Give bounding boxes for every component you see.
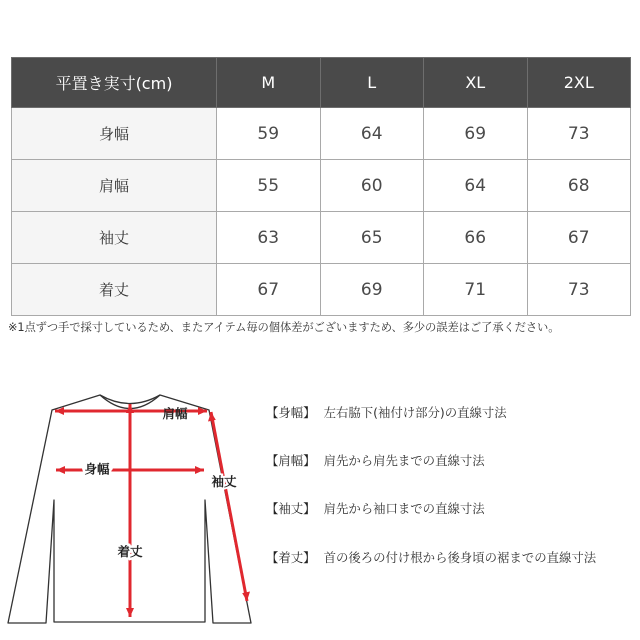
garment-diagram [0,370,262,632]
header-size-m: M [217,58,321,108]
table-cell: 60 [320,160,424,212]
table-row [12,160,631,212]
table-cell: 59 [217,108,321,160]
table-cell: 71 [424,264,528,316]
table-cell: 69 [424,108,528,160]
table-row [12,108,631,160]
header-measurement: 平置き実寸(cm) [12,58,217,108]
legend-desc: 肩先から肩先までの直線寸法 [323,453,485,468]
row-label: 袖丈 [12,212,217,264]
legend-term: 【身幅】 [266,405,316,420]
table-cell: 64 [424,160,528,212]
legend-item-sleeve [266,499,485,517]
table-cell: 67 [217,264,321,316]
table-row [12,212,631,264]
table-cell: 67 [527,212,631,264]
legend-term: 【肩幅】 [266,453,316,468]
table-cell: 73 [527,108,631,160]
table-header-row [12,58,631,108]
chest-label: 身幅 [84,461,110,477]
measurement-note: ※1点ずつ手で採寸しているため、またアイテム毎の個体差がございますため、多少の誤差はご了承ください。 [8,321,560,334]
header-size-xl: XL [424,58,528,108]
shoulder-label: 肩幅 [162,406,188,421]
header-size-l: L [320,58,424,108]
legend-item-chest [266,403,507,421]
legend-item-shoulder [266,451,485,469]
size-table [11,57,631,316]
legend-desc: 首の後ろの付け根から後身頃の裾までの直線寸法 [323,550,597,565]
legend-item-length [266,548,596,566]
header-size-2xl: 2XL [527,58,631,108]
table-cell: 64 [320,108,424,160]
legend-term: 【着丈】 [266,550,316,565]
table-row [12,264,631,316]
table-cell: 65 [320,212,424,264]
row-label: 肩幅 [12,160,217,212]
table-cell: 73 [527,264,631,316]
table-cell: 66 [424,212,528,264]
table-cell: 63 [217,212,321,264]
legend-term: 【袖丈】 [266,501,316,516]
sleeve-label: 袖丈 [211,474,237,489]
legend-desc: 左右脇下(袖付け部分)の直線寸法 [323,405,507,420]
table-cell: 68 [527,160,631,212]
legend-desc: 肩先から袖口までの直線寸法 [323,501,485,516]
row-label: 身幅 [12,108,217,160]
table-cell: 69 [320,264,424,316]
length-label: 着丈 [117,544,143,559]
table-cell: 55 [217,160,321,212]
row-label: 着丈 [12,264,217,316]
